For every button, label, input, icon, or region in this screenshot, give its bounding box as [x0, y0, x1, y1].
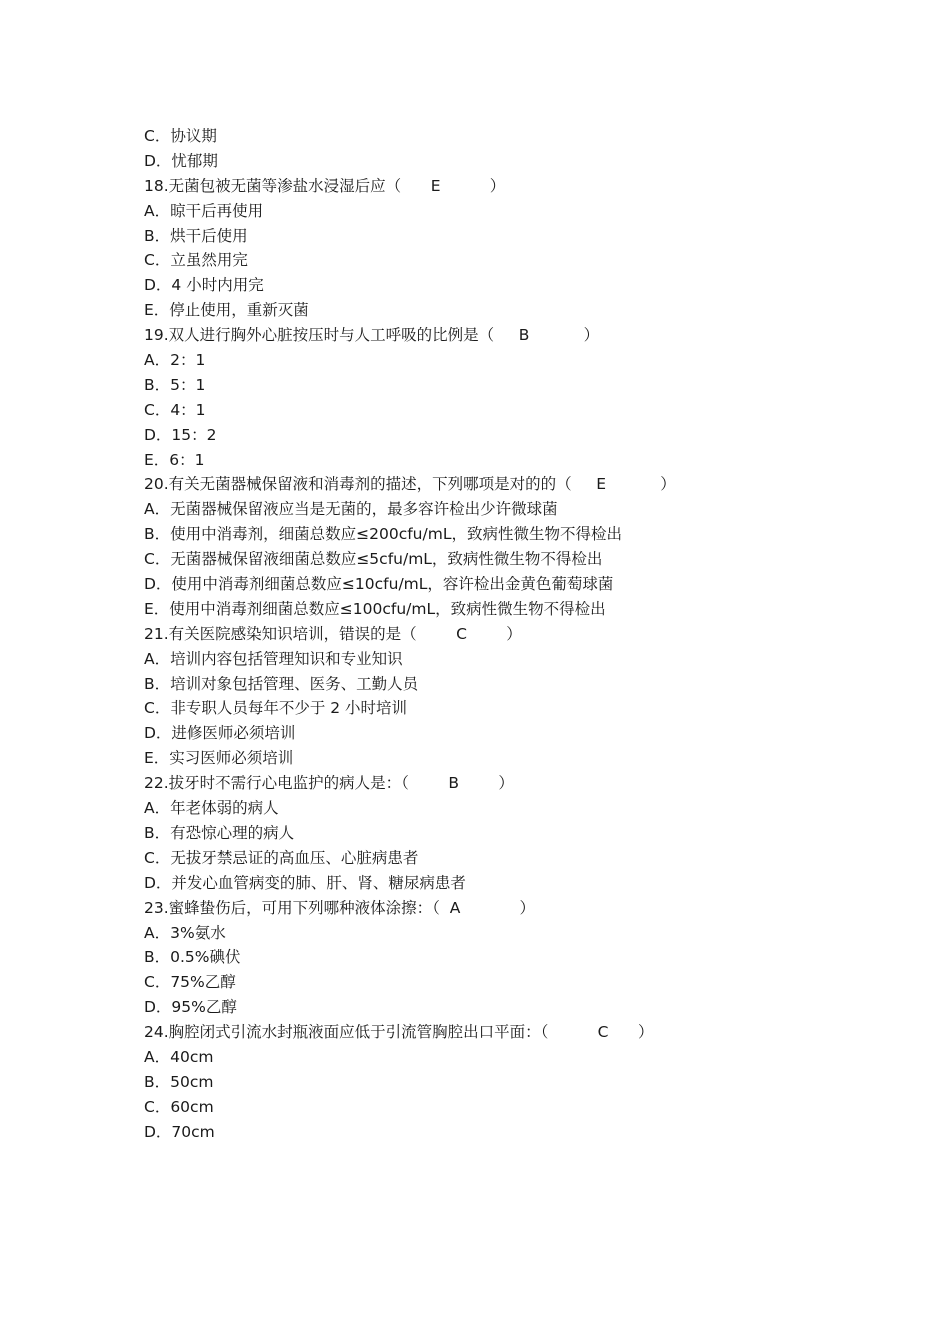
option-line: C．4：1 — [144, 400, 206, 419]
question-20: 20.有关无菌器械保留液和消毒剂的描述，下列哪项是对的的（ E ） — [144, 475, 676, 494]
option-line: A．3%氨水 — [144, 923, 226, 942]
option-line: B．0.5%碘伏 — [144, 948, 241, 967]
question-22: 22.拔牙时不需行心电监护的病人是：（ B ） — [144, 774, 514, 793]
option-line: B．有恐惊心理的病人 — [144, 823, 295, 842]
option-line: A．40cm — [144, 1047, 214, 1066]
question-24: 24.胸腔闭式引流水封瓶液面应低于引流管胸腔出口平面：（ C ） — [144, 1023, 654, 1042]
option-line: E．使用中消毒剂细菌总数应≤100cfu/mL，致病性微生物不得检出 — [144, 599, 606, 618]
option-line: D．使用中消毒剂细菌总数应≤10cfu/mL，容许检出金黄色葡萄球菌 — [144, 575, 614, 594]
option-line: B．培训对象包括管理、医务、工勤人员 — [144, 674, 419, 693]
option-line: D．并发心血管病变的肺、肝、肾、糖尿病患者 — [144, 873, 466, 892]
option-line: E．实习医师必须培训 — [144, 749, 294, 768]
option-line: D．忧郁期 — [144, 151, 218, 170]
option-line: D．进修医师必须培训 — [144, 724, 296, 743]
option-line: E．停止使用，重新灭菌 — [144, 301, 309, 320]
option-line: A．晾干后再使用 — [144, 201, 264, 220]
option-line: C．立虽然用完 — [144, 251, 248, 270]
option-line: C．非专职人员每年不少于 2 小时培训 — [144, 699, 408, 718]
option-line: A．培训内容包括管理知识和专业知识 — [144, 649, 403, 668]
option-line: B．50cm — [144, 1072, 214, 1091]
option-line: A．无菌器械保留液应当是无菌的，最多容许检出少许微球菌 — [144, 500, 558, 519]
option-line: E．6：1 — [144, 450, 205, 469]
option-line: C．60cm — [144, 1097, 214, 1116]
question-19: 19.双人进行胸外心脏按压时与人工呼吸的比例是（ B ） — [144, 326, 600, 345]
option-line: D．15：2 — [144, 425, 217, 444]
option-line: C．协议期 — [144, 127, 217, 145]
option-line: C．无拔牙禁忌证的高血压、心脏病患者 — [144, 848, 419, 867]
option-line: D．4 小时内用完 — [144, 276, 264, 295]
option-line: A．2：1 — [144, 351, 206, 370]
document-body — [144, 124, 864, 1145]
option-line: D．95%乙醇 — [144, 998, 237, 1017]
option-line: C．75%乙醇 — [144, 973, 236, 992]
option-line: C．无菌器械保留液细菌总数应≤5cfu/mL，致病性微生物不得检出 — [144, 550, 603, 569]
option-line: B．使用中消毒剂，细菌总数应≤200cfu/mL，致病性微生物不得检出 — [144, 525, 622, 544]
question-21: 21.有关医院感染知识培训，错误的是（ C ） — [144, 624, 522, 643]
option-line: B．烘干后使用 — [144, 226, 248, 245]
option-line: A．年老体弱的病人 — [144, 799, 279, 818]
option-line: D．70cm — [144, 1122, 215, 1141]
question-18: 18.无菌包被无菌等渗盐水浸湿后应（ E ） — [144, 176, 506, 195]
option-line: B．5：1 — [144, 375, 206, 394]
question-23: 23.蜜蜂蛰伤后，可用下列哪种液体涂擦：（ A ） — [144, 898, 535, 917]
